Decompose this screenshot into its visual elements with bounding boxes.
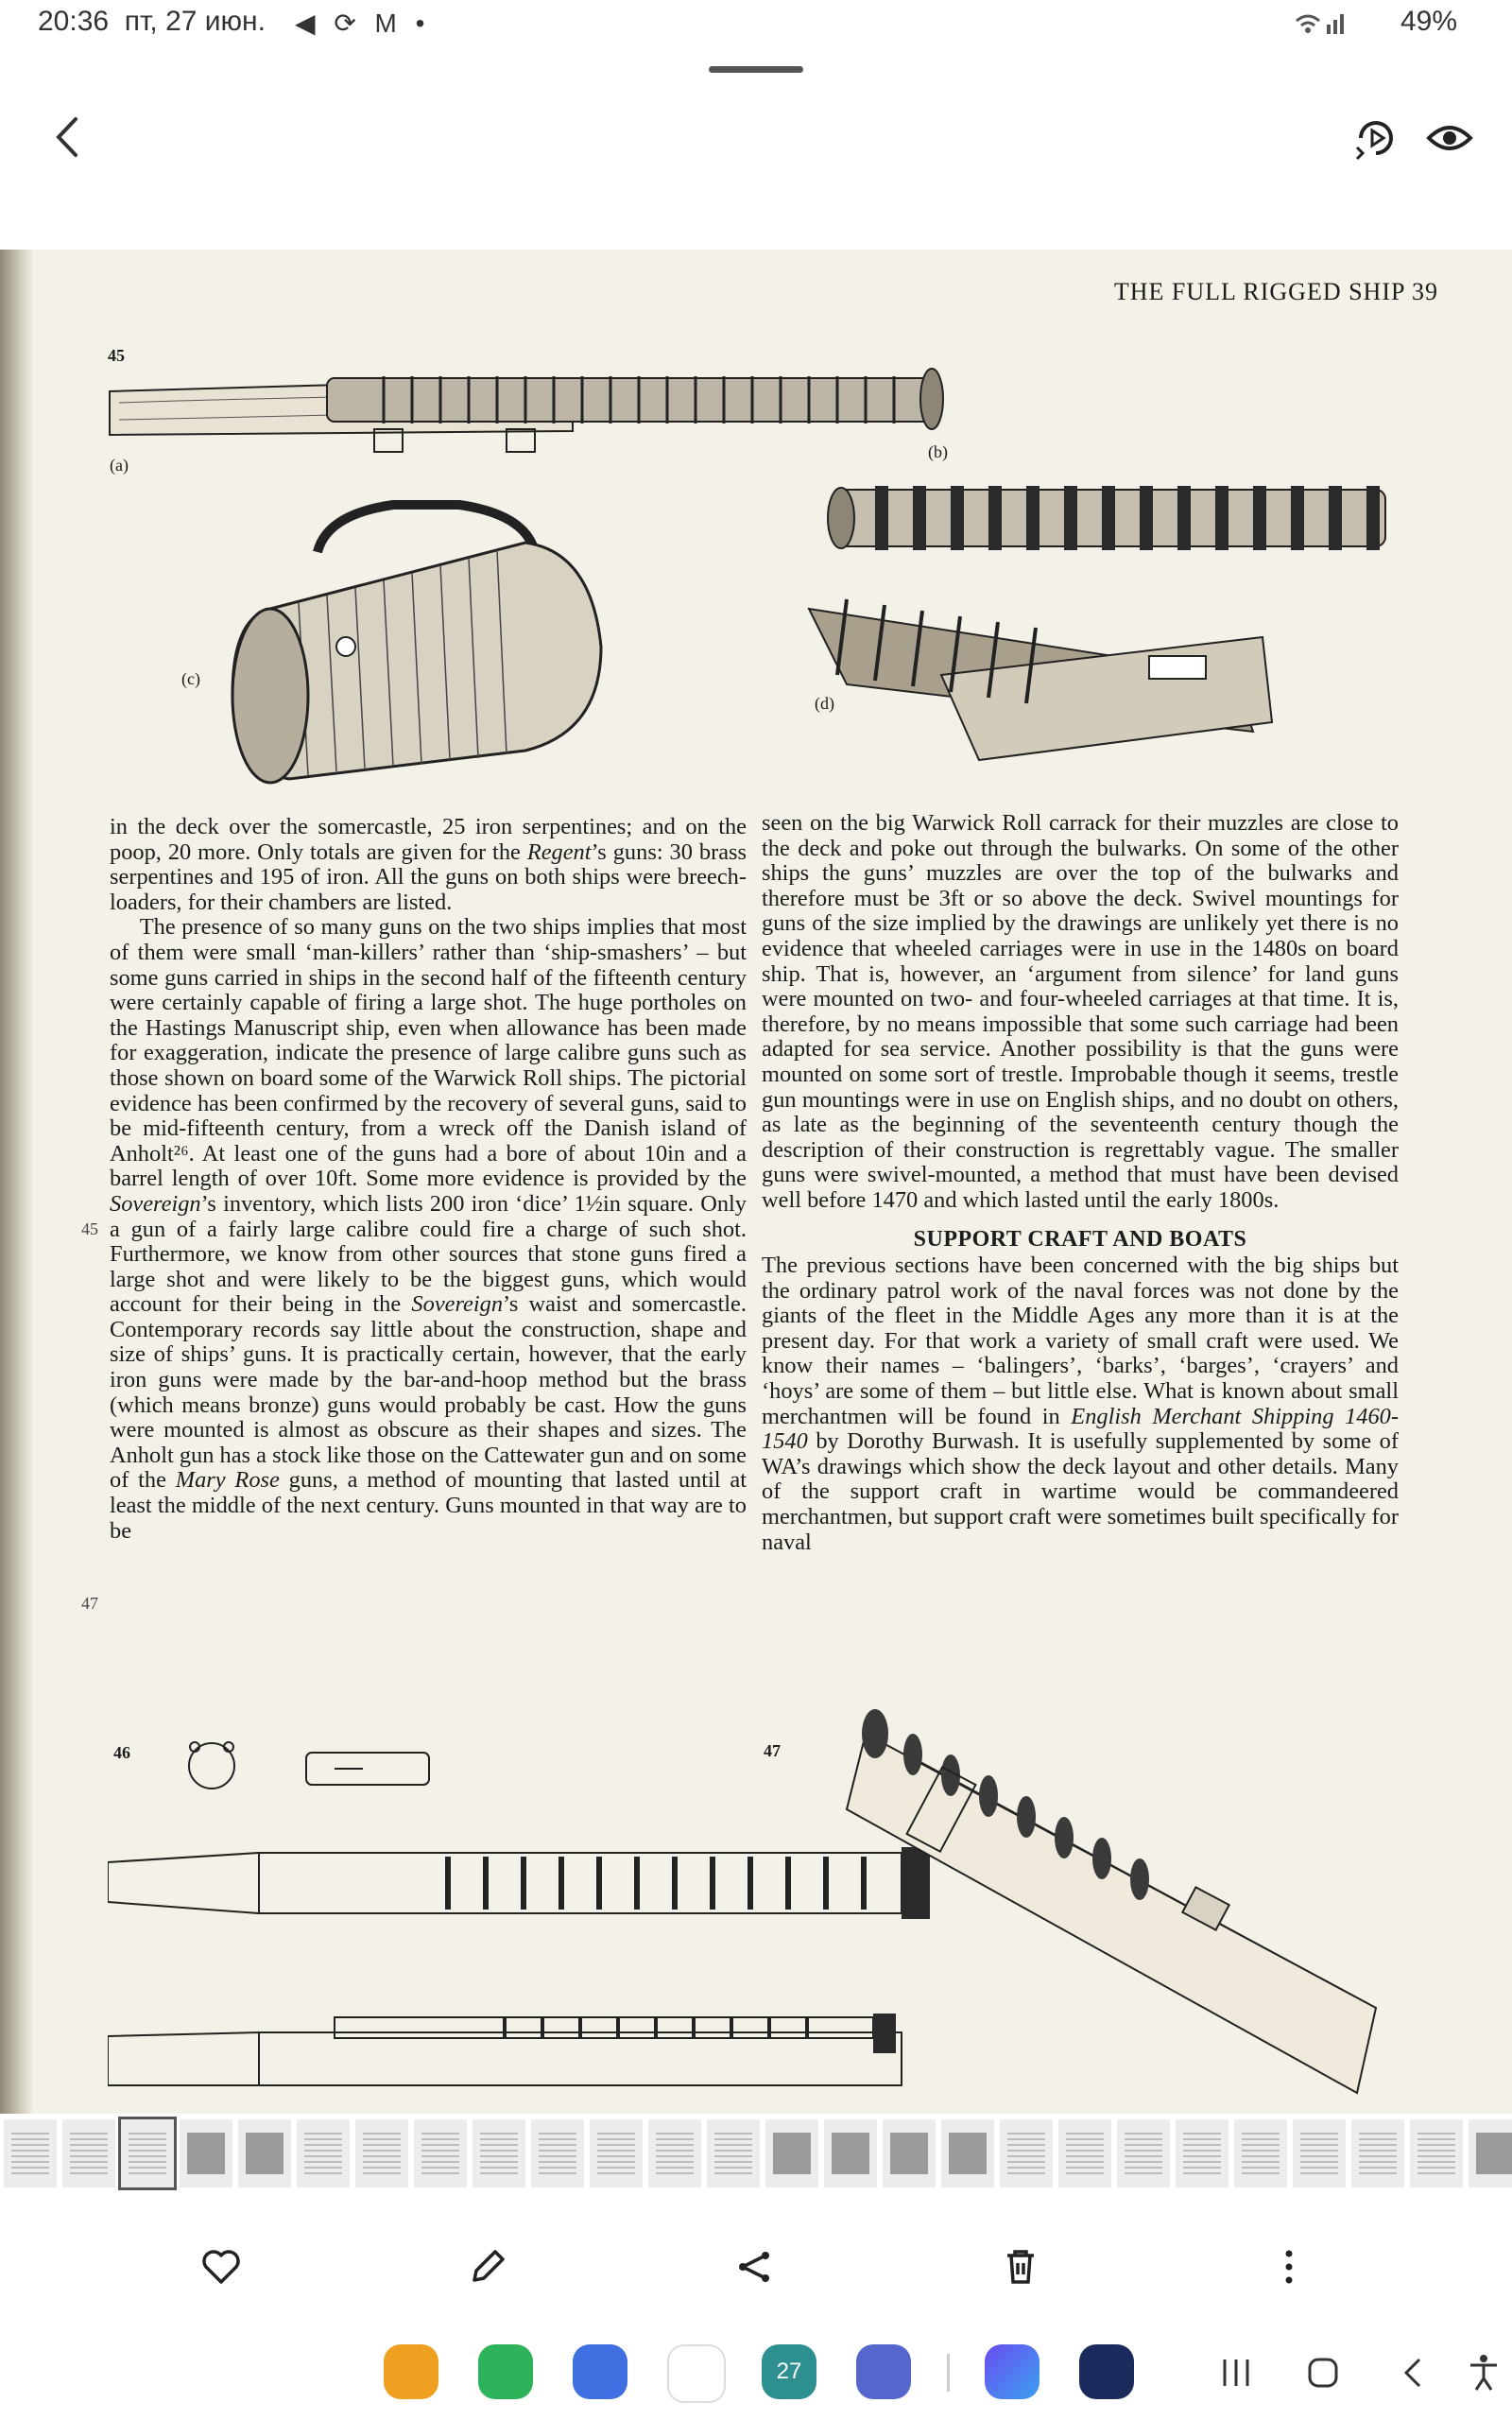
thumbnail[interactable]: [1293, 2119, 1346, 2187]
figure-number-47: 47: [764, 1741, 781, 1760]
back-button[interactable]: [49, 113, 87, 161]
thumbnail[interactable]: [824, 2119, 877, 2187]
favorite-button[interactable]: [198, 2244, 244, 2290]
system-nav-bar: [0, 2331, 1512, 2420]
thumbnail[interactable]: [707, 2119, 760, 2187]
more-options-button[interactable]: [1266, 2244, 1312, 2290]
more-vertical-icon: [1266, 2244, 1312, 2290]
delete-button[interactable]: [998, 2244, 1043, 2290]
app-calendar-icon[interactable]: 27: [762, 2344, 816, 2399]
photo-action-bar: [0, 2231, 1512, 2307]
book-gutter: [0, 250, 34, 2114]
figure-label-a: (a): [110, 456, 129, 475]
thumbnail[interactable]: [1234, 2119, 1287, 2187]
thumbnail[interactable]: [1351, 2119, 1404, 2187]
viewer-top-bar: [0, 95, 1512, 180]
thumbnail[interactable]: [4, 2119, 57, 2187]
share-button[interactable]: [731, 2244, 777, 2290]
app-browser-icon[interactable]: [985, 2344, 1040, 2399]
thumbnail[interactable]: [1176, 2119, 1228, 2187]
divider: [947, 2354, 950, 2392]
share-icon: [731, 2244, 777, 2290]
battery-level: 49%: [1400, 6, 1457, 37]
thumbnail[interactable]: [472, 2119, 525, 2187]
figure-label-b: (b): [928, 442, 948, 461]
running-head: THE FULL RIGGED SHIP 39: [1113, 278, 1438, 305]
thumbnail[interactable]: [1469, 2119, 1512, 2187]
thumbnail-current[interactable]: [121, 2119, 174, 2187]
figure-label-d: (d): [815, 694, 834, 713]
left-text-column: [110, 815, 747, 1544]
thumbnail[interactable]: [355, 2119, 408, 2187]
gun-chamber-drawing-c: [214, 495, 629, 788]
left-paragraph-2: The presence of so many guns on the two ships implies that most of them were small ‘man-killers’ rather than ‘ship-smashers’ – but some guns carried in ships in the second half of the fifteenth century were certainly capable of firing a large shot. The huge portholes on the Hastings Manuscript ship, even when allowance has been made for exaggeration, indicate the presence of large calibre guns such as those shown on board some of the Warwick Roll ships. The pictorial evidence has been confirmed by the recovery of several guns, said to be mid-fifteenth century, from a wreck off the Danish island of Anholt²⁶. At least one of the guns had a bore of about 10in and a barrel length of over 10ft. Some more evidence is provided by the Sovereign’s inventory, which lists 200 iron ‘dice’ 1½in square. Only a gun of a fairly large calibre could fire a charge of such shot. Furthermore, we know from other sources that stone guns fired a large shot and were likely to be the biggest guns, which would account for their being in the Sovereign’s waist and somercastle. Contemporary records say little about the construction, shape and size of ships’ guns. It is practically certain, however, that the early iron guns were made by the bar-and-hoop method but the brass (which means bronze) guns would probably be cast. How the guns were mounted is almost as obscure as their shapes and sizes. The Anholt gun has a stock like those on the Cattewater gun and on some of the Mary Rose guns, a method of mounting that lasted until at least the middle of the next century. Guns mounted in that way are to be: [110, 914, 747, 1544]
edit-button[interactable]: [465, 2244, 510, 2290]
thumbnail[interactable]: [1117, 2119, 1170, 2187]
wifi-signal-icon: [1293, 9, 1349, 43]
thumbnail[interactable]: [62, 2119, 115, 2187]
figure-number-45: 45: [108, 346, 125, 365]
thumbnail[interactable]: [590, 2119, 643, 2187]
status-time: 20:36 пт, 27 июн.: [38, 6, 266, 37]
thumbnail[interactable]: [238, 2119, 291, 2187]
gun-barrel-drawing-b: [818, 476, 1404, 562]
recent-apps-button[interactable]: [1215, 2352, 1257, 2394]
app-key-icon[interactable]: [1079, 2344, 1134, 2399]
thumbnail-strip[interactable]: [0, 2119, 1512, 2195]
section-heading: SUPPORT CRAFT AND BOATS: [913, 1226, 1247, 1252]
right-text-column: [762, 811, 1399, 1555]
margin-ref-47: 47: [81, 1594, 98, 1613]
cattewater-gun-drawing-47: [809, 1696, 1414, 2112]
heart-icon: [198, 2244, 244, 2290]
right-paragraph-2: The previous sections have been concerned with the big ships but the ordinary patrol work of the naval forces was not done by the giants of the fleet in the Middle Ages any more than it is at the present day. For that work a variety of small craft were used. We know their names – ‘balingers’, ‘barks’, ‘barges’, ‘crayers’ and ‘hoys’ are some of them – but little else. What is known about small merchantmen will be found in English Merchant Shipping 1460-1540 by Dorothy Burwash. It is usefully supplemented by some of WA’s drawings which show the deck layout and other details. Many of the support craft in wartime would be commandeered merchantmen, but support craft were sometimes built specifically for naval: [762, 1253, 1399, 1555]
home-icon: [1302, 2352, 1344, 2394]
thumbnail[interactable]: [1058, 2119, 1111, 2187]
gun-drawing-a: [100, 344, 951, 458]
thumbnail[interactable]: [883, 2119, 936, 2187]
chevron-left-icon: [49, 113, 87, 161]
thumbnail[interactable]: [765, 2119, 818, 2187]
remaster-button[interactable]: [1351, 113, 1400, 163]
back-nav-button[interactable]: [1393, 2352, 1435, 2394]
recent-apps-icon: [1215, 2352, 1257, 2394]
app-bixby-icon[interactable]: [667, 2344, 726, 2403]
thumbnail[interactable]: [941, 2119, 994, 2187]
app-drawer-icon[interactable]: [856, 2344, 911, 2399]
remaster-icon: [1351, 113, 1400, 163]
photo-view[interactable]: [0, 250, 1512, 2114]
trash-icon: [998, 2244, 1043, 2290]
notification-icons: ◀ ⟳ M •: [295, 9, 431, 38]
back-arrow-icon: [1393, 2352, 1435, 2394]
thumbnail[interactable]: [648, 2119, 701, 2187]
accessibility-icon: [1463, 2352, 1504, 2394]
app-my-files-icon[interactable]: [384, 2344, 438, 2399]
app-messages-icon[interactable]: [573, 2344, 627, 2399]
thumbnail[interactable]: [414, 2119, 467, 2187]
thumbnail[interactable]: [531, 2119, 584, 2187]
thumbnail[interactable]: [1410, 2119, 1463, 2187]
figure-label-c: (c): [181, 669, 200, 688]
status-bar: [0, 0, 1512, 49]
thumbnail[interactable]: [1000, 2119, 1053, 2187]
left-paragraph-1: in the deck over the somercastle, 25 iron serpentines; and on the poop, 20 more. Only totals are given for the Regent’s guns: 30 brass serpentines and 195 of iron. All the guns on both ships were breech-loaders, for their chambers are listed.: [110, 814, 747, 915]
accessibility-button[interactable]: [1463, 2352, 1504, 2394]
view-button[interactable]: [1425, 113, 1474, 163]
right-paragraph-1: seen on the big Warwick Roll carrack for their muzzles are close to the deck and poke out through the bulwarks. On some of the other ships the guns’ muzzles are over the top of the bulwarks and therefore must be 3ft or so above the deck. Swivel mountings for guns of the size implied by the drawings are unlikely yet there is no evidence that wheeled carriages were in use in the 1480s on board ship. That is, however, an ‘argument from silence’ for land guns were mounted on two- and four-wheeled carriages at that time. It is, therefore, by no means impossible that some such carriage had been adapted for sea service. Another possibility is that the guns were mounted on some sort of trestle. Improbable though it seems, trestle gun mountings were in use on English ships, and no doubt on others, as late as the beginning of the seventeenth century though the description of their construction is regrettably vague. The smaller guns were swivel-mounted, a method that must have been devised well before 1470 and which lasted until the early 1800s.: [762, 810, 1399, 1213]
figure-number-46: 46: [113, 1743, 130, 1762]
app-phone-icon[interactable]: [478, 2344, 533, 2399]
book-page: [34, 250, 1512, 2114]
margin-ref-45: 45: [81, 1219, 98, 1238]
drag-handle[interactable]: [709, 66, 803, 73]
gun-in-stock-drawing-d: [790, 571, 1281, 769]
thumbnail[interactable]: [180, 2119, 232, 2187]
eye-icon: [1425, 113, 1474, 163]
thumbnail[interactable]: [297, 2119, 350, 2187]
pencil-icon: [465, 2244, 510, 2290]
home-button[interactable]: [1302, 2352, 1344, 2394]
